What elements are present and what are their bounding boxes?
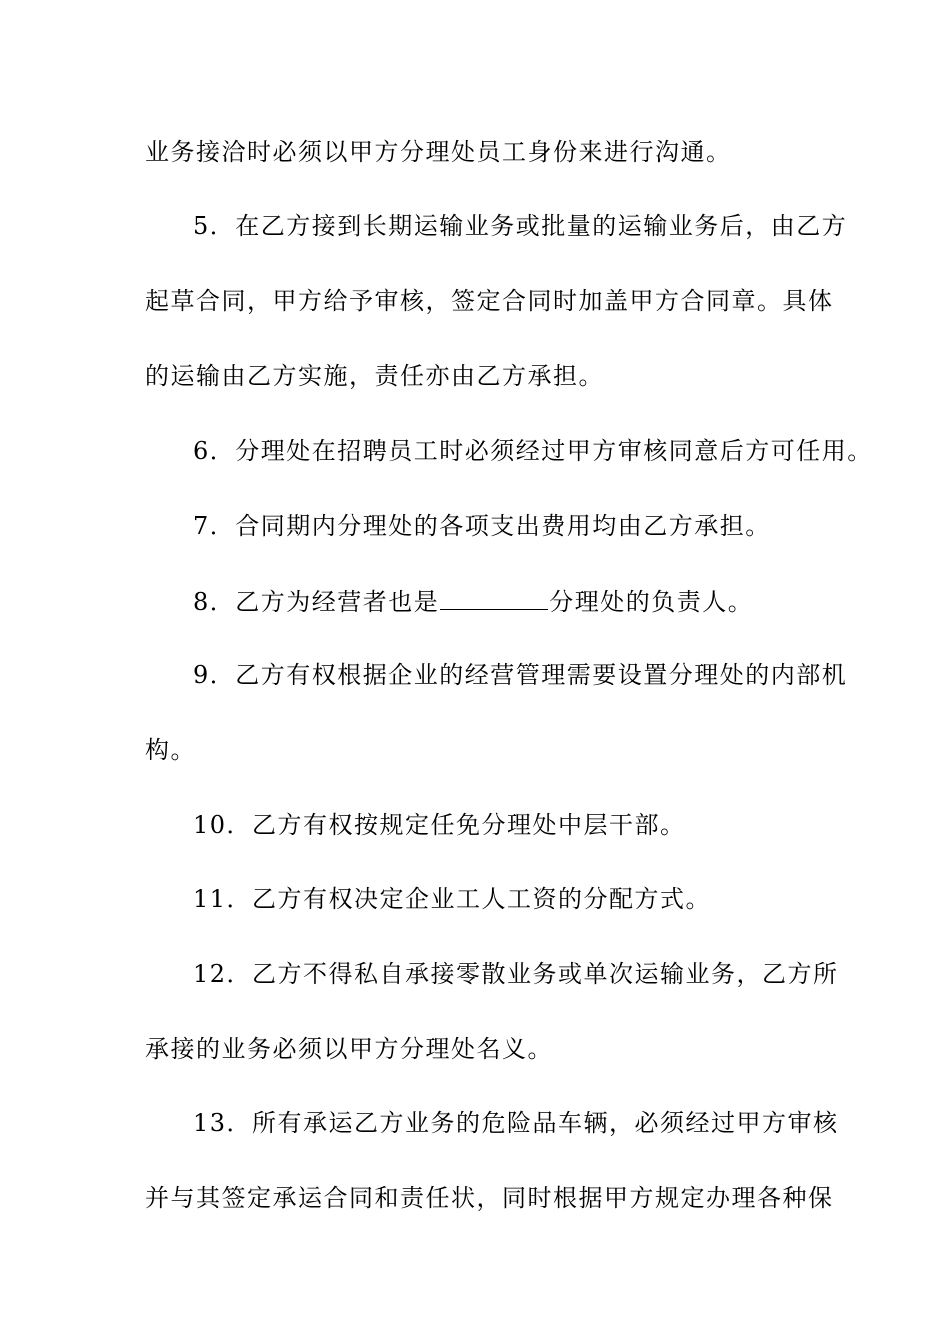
clause-8-text-before: 8．乙方为经营者也是 xyxy=(193,588,440,616)
text-line: 承接的业务必须以甲方分理处名义。 xyxy=(145,1035,553,1063)
text-line: 的运输由乙方实施，责任亦由乙方承担。 xyxy=(145,362,604,390)
clause-5: 5．在乙方接到长期运输业务或批量的运输业务后，由乙方 xyxy=(193,212,848,240)
clause-8 xyxy=(193,587,873,616)
clause-10: 10．乙方有权按规定任免分理处中层干部。 xyxy=(193,811,686,839)
text-line: 并与其签定承运合同和责任状，同时根据甲方规定办理各种保 xyxy=(145,1184,834,1212)
text-line: 起草合同，甲方给予审核，签定合同时加盖甲方合同章。具体 xyxy=(145,287,834,315)
fill-in-blank xyxy=(440,587,548,610)
clause-8-text-after: 分理处的负责人。 xyxy=(549,588,754,616)
text-line: 构。 xyxy=(145,736,196,764)
clause-11: 11．乙方有权决定企业工人工资的分配方式。 xyxy=(193,885,712,913)
clause-13: 13．所有承运乙方业务的危险品车辆，必须经过甲方审核 xyxy=(193,1109,839,1137)
clause-6: 6．分理处在招聘员工时必须经过甲方审核同意后方可任用。 xyxy=(193,437,873,465)
clause-9: 9．乙方有权根据企业的经营管理需要设置分理处的内部机 xyxy=(193,661,848,689)
clause-12: 12．乙方不得私自承接零散业务或单次运输业务，乙方所 xyxy=(193,960,839,988)
clause-7: 7．合同期内分理处的各项支出费用均由乙方承担。 xyxy=(193,512,771,540)
text-line: 业务接洽时必须以甲方分理处员工身份来进行沟通。 xyxy=(145,138,732,166)
